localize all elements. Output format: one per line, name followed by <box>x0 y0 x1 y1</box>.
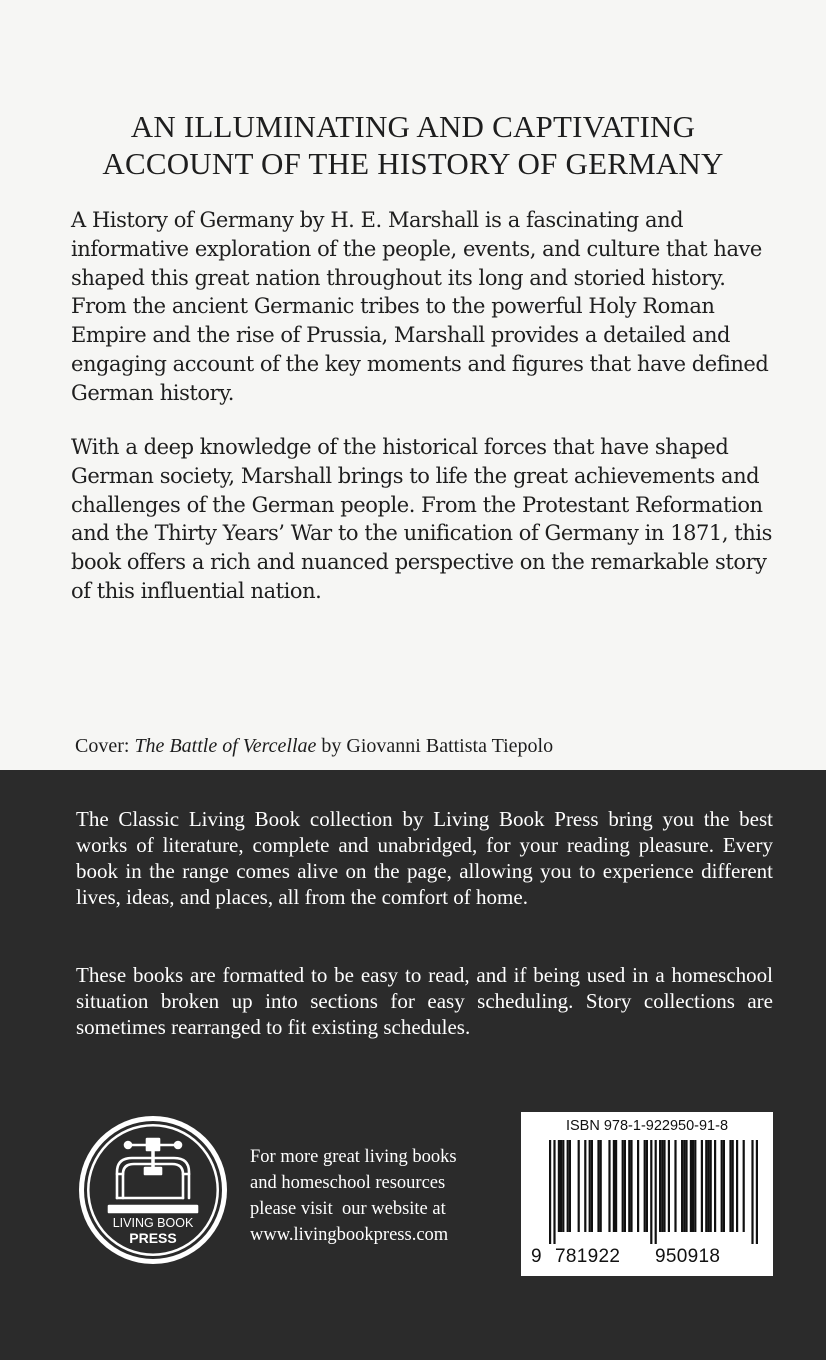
barcode-bar <box>567 1140 569 1232</box>
logo-line-2: PRESS <box>129 1230 177 1246</box>
collection-paragraph-1: The Classic Living Book collection by Living Book Press bring you the best works of literature, complete and unabridged, for your reading pleasure. Every book in the range comes alive on the page, allowing you to experience different lives, ideas, and places, all from the comfort of home. <box>76 807 773 909</box>
barcode-bar <box>705 1140 707 1232</box>
barcode-bar <box>751 1140 753 1244</box>
blurb-paragraph-1: A History of Germany by H. E. Marshall is a fascinating and informative exploration of the people, events, and culture that have shaped this great nation throughout its long and storied history. From the ancient Germanic tribes to the powerful Holy Roman Empire and the rise of Prussia, Marshall provides a detailed and engaging account of the key moments and figures that have defined German history. <box>71 208 769 405</box>
barcode-bar <box>655 1140 657 1244</box>
logo-line-1: LIVING BOOK <box>112 1216 194 1230</box>
isbn-barcode <box>521 1112 773 1276</box>
barcode-bar <box>756 1140 758 1244</box>
barcode-bar <box>743 1140 745 1232</box>
barcode-bar <box>681 1140 683 1232</box>
isbn-label: ISBN 978-1-922950-91-8 <box>565 1118 729 1134</box>
barcode-bar <box>644 1140 646 1232</box>
barcode-digits-right: 950918 <box>655 1246 721 1267</box>
barcode-digits-left: 781922 <box>555 1246 621 1267</box>
barcode-bar <box>661 1140 663 1232</box>
barcode-bar <box>732 1140 734 1232</box>
barcode-bar <box>721 1140 723 1232</box>
barcode-digit-first: 9 <box>531 1246 542 1267</box>
barcode-bar <box>694 1140 696 1232</box>
barcode-bar <box>710 1140 712 1232</box>
collection-paragraph-2: These books are formatted to be easy to read, and if being used in a homeschool situation broken up into sections for easy scheduling. Story collections are sometimes rearranged to fit existing schedules. <box>76 963 773 1039</box>
website-line-1: For more great living books <box>250 1147 457 1167</box>
website-url: www.livingbookpress.com <box>250 1225 449 1245</box>
barcode-bar <box>646 1140 648 1232</box>
barcode-bar <box>729 1140 731 1232</box>
barcode-bar <box>637 1140 639 1232</box>
barcode-bar <box>690 1140 692 1232</box>
barcode-bar <box>608 1140 610 1232</box>
barcode-bar <box>560 1140 562 1232</box>
barcode-bar <box>630 1140 632 1232</box>
barcode-bar <box>714 1140 716 1232</box>
barcode-bar <box>591 1140 593 1232</box>
headline: AN ILLUMINATING AND CAPTIVATING ACCOUNT OF THE HISTORY OF GERMANY <box>102 109 724 181</box>
barcode-bar <box>558 1140 560 1232</box>
barcode-bar <box>549 1140 551 1244</box>
barcode-bar <box>668 1140 670 1232</box>
blurb-paragraph-2: With a deep knowledge of the historical forces that have shaped German society, Marshall brings to life the great achievements and challenges of the German people. From the Protestant Reformation and the Thirty Years’ War to the unification of Germany in 1871, this book offers a rich and nuanced perspective on the remarkable story of this influential nation. <box>71 435 772 603</box>
barcode-bar <box>685 1140 687 1232</box>
website-line-3: please visit our website at <box>250 1199 446 1219</box>
barcode-bar <box>553 1140 555 1244</box>
barcode-bar <box>613 1140 615 1232</box>
cover-credit-prefix: Cover: <box>75 735 135 757</box>
living-book-press-logo <box>77 1114 229 1266</box>
barcode-bar <box>589 1140 591 1232</box>
website-text <box>250 1144 510 1248</box>
collection-panel <box>0 770 826 1360</box>
website-line-2: and homeschool resources <box>250 1173 446 1193</box>
barcode-bar <box>562 1140 564 1232</box>
barcode-bar <box>584 1140 586 1232</box>
barcode-bar <box>701 1140 703 1232</box>
barcode-bar <box>723 1140 725 1232</box>
barcode-bar <box>650 1140 652 1244</box>
barcode-bar <box>615 1140 617 1232</box>
barcode-bar <box>683 1140 685 1232</box>
cover-credit-title: The Battle of Vercellae <box>134 735 317 757</box>
barcode-bar <box>707 1140 709 1232</box>
cover-credit <box>75 733 553 759</box>
barcode-bar <box>628 1140 630 1232</box>
barcode-bar <box>569 1140 571 1232</box>
barcode-bar <box>659 1140 661 1232</box>
cover-credit-suffix: by Giovanni Battista Tiepolo <box>316 735 554 757</box>
barcode-bar <box>624 1140 626 1232</box>
barcode-bars <box>531 1140 763 1244</box>
barcode-bar <box>692 1140 694 1232</box>
barcode-bar <box>578 1140 580 1232</box>
barcode-bar <box>663 1140 665 1232</box>
barcode-bar <box>736 1140 738 1232</box>
barcode-bar <box>600 1140 602 1232</box>
barcode-bar <box>674 1140 676 1232</box>
barcode-bar <box>622 1140 624 1232</box>
barcode-bar <box>597 1140 599 1232</box>
